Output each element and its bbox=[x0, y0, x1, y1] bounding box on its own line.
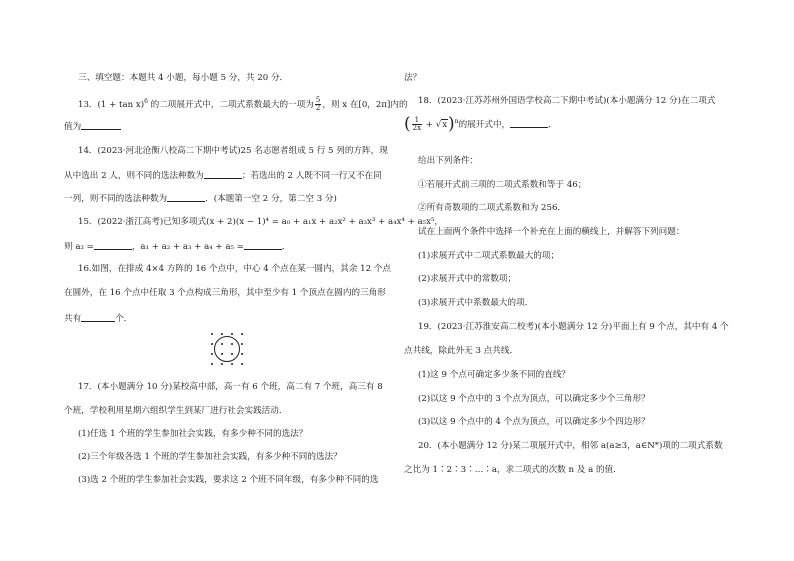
answer-blank bbox=[81, 120, 121, 130]
fraction-one-over-2x: $\frac{1}{2x}$ bbox=[412, 116, 422, 132]
question-16-line2: 在圆外，在 16 个点中任取 3 个点构成三角形，其中至少有 1 个顶点在圆内的三角形 bbox=[64, 288, 386, 298]
question-18-condition-2: ②所有奇数项的二项式系数和为 256． bbox=[418, 203, 567, 213]
question-15-line1: 15．(2022·浙江高考)已知多项式(x + 2)(x − 1)⁴ = a₀ + a₁x + a₂x² + a₃x³ + a₄x⁴ + a₅x⁵， bbox=[78, 217, 443, 227]
answer-blank bbox=[81, 312, 115, 322]
question-18-sub3: (3)求展开式中系数最大的项． bbox=[418, 298, 534, 308]
question-19-line2: 点共线，除此外无 3 点共线． bbox=[404, 346, 519, 356]
fraction-five-halves: $\frac{5}{2}$ bbox=[315, 95, 321, 112]
question-14-line1: 14．(2023·河北沧衡八校高二下期中考试)25 名志愿者组成 5 行 5 列的方阵，现 bbox=[78, 146, 388, 156]
question-15-line2: 则 a₂ = ，a₁ + a₂ + a₃ + a₄ + a₅ = ． bbox=[64, 242, 291, 252]
question-18-line1: 18．(2023·江苏苏州外国语学校高二下期中考试)(本小题满分 12 分)在二项式 bbox=[418, 96, 716, 106]
question-19-sub3: (3)以这 9 个点中的 4 个点为顶点，可以确定多少个四边形？ bbox=[418, 417, 650, 427]
question-17-sub2: (2)三个年级各选 1 个班的学生参加社会实践，有多少种不同的选法？ bbox=[78, 452, 342, 462]
question-13-line2: 值为 bbox=[64, 120, 121, 133]
grid-dot bbox=[211, 353, 213, 355]
question-19-sub2: (2)以这 9 个点中的 3 个点为顶点，可以确定多少个三角形？ bbox=[418, 394, 650, 404]
answer-blank bbox=[94, 240, 132, 250]
question-16-line3: 共有 个． bbox=[64, 314, 133, 324]
grid-dot bbox=[211, 343, 213, 345]
question-18-sub2: (2)求展开式中的常数项； bbox=[418, 274, 517, 284]
section-heading: 三、填空题：本题共 4 小题，每小题 5 分，共 20 分． bbox=[78, 73, 289, 83]
question-17-line2: 个班，学校利用星期六组织学生到某厂进行社会实践活动． bbox=[64, 406, 288, 416]
question-20-line2: 之比为 1∶2∶3∶…∶a，求二项式的次数 n 及 a 的值． bbox=[404, 465, 622, 475]
grid-dot bbox=[241, 363, 243, 365]
grid-dot bbox=[211, 333, 213, 335]
grid-dot bbox=[231, 333, 233, 335]
grid-dot bbox=[231, 343, 233, 345]
question-18-sub1: (1)求展开式中二项式系数最大的项； bbox=[418, 251, 560, 261]
question-17-line1: 17．(本小题满分 10 分)某校高中部，高一有 6 个班，高二有 7 个班，高三有 8 bbox=[78, 382, 383, 392]
question-18-condition-intro: 给出下列条件： bbox=[418, 156, 479, 166]
question-18-task: 试在上面两个条件中选择一个补充在上面的横线上，并解答下列问题： bbox=[418, 227, 685, 237]
grid-dot bbox=[211, 363, 213, 365]
question-16-line1: 16.如图，在排成 4×4 方阵的 16 个点中，中心 4 个点在某一圆内，其余 12 个点 bbox=[78, 264, 392, 274]
grid-dot bbox=[231, 353, 233, 355]
carry-over-text: 法？ bbox=[404, 73, 422, 83]
grid-dot bbox=[221, 353, 223, 355]
answer-blank bbox=[510, 118, 548, 128]
question-13-line1: 13．$(1 + \tan x)^6$ 的二项展开式中，二项式系数最大的一项为 $\frac{5}{2}$ ，则 x 在[0，2π]内的 bbox=[78, 95, 408, 112]
inner-circle bbox=[214, 336, 240, 362]
grid-dot bbox=[221, 343, 223, 345]
question-18-condition-1: ①若展开式前三项的二项式系数和等于 46； bbox=[418, 180, 587, 190]
grid-dot bbox=[221, 333, 223, 335]
question-14-line2: 从中选出 2 人，则不同的选法种数为 ；若选出的 2 人既不同一行又不在同 bbox=[64, 171, 382, 181]
question-17-sub1: (1)任选 1 个班的学生参加社会实践，有多少种不同的选法？ bbox=[78, 429, 308, 439]
grid-dot bbox=[231, 363, 233, 365]
question-18-line2: ( $\frac{1}{2x}$ + √x)$^n$的展开式中， ． bbox=[404, 114, 557, 134]
question-19-line1: 19．(2023·江苏淮安高二校考)(本小题满分 12 分)平面上有 9 个点，其中有 4 个 bbox=[418, 322, 729, 332]
answer-blank bbox=[167, 192, 205, 202]
question-14-line3: 一列，则不同的选法种数为 ．(本题第一空 2 分，第二空 3 分) bbox=[64, 194, 337, 204]
answer-blank bbox=[204, 169, 242, 179]
question-17-sub3: (3)选 2 个班的学生参加社会实践，要求这 2 个班不同年级，有多少种不同的选 bbox=[78, 475, 379, 485]
grid-dot bbox=[241, 343, 243, 345]
grid-dot bbox=[221, 363, 223, 365]
answer-blank bbox=[244, 240, 282, 250]
question-20-line1: 20．(本小题满分 12 分)某二项展开式中，相邻 a(a≥3，a∈N*)项的二项式系数 bbox=[418, 441, 723, 451]
question-19-sub1: (1)这 9 个点可确定多少条不同的直线？ bbox=[418, 370, 571, 380]
grid-dot bbox=[241, 333, 243, 335]
grid-dot bbox=[241, 353, 243, 355]
dot-grid-figure bbox=[210, 332, 250, 372]
